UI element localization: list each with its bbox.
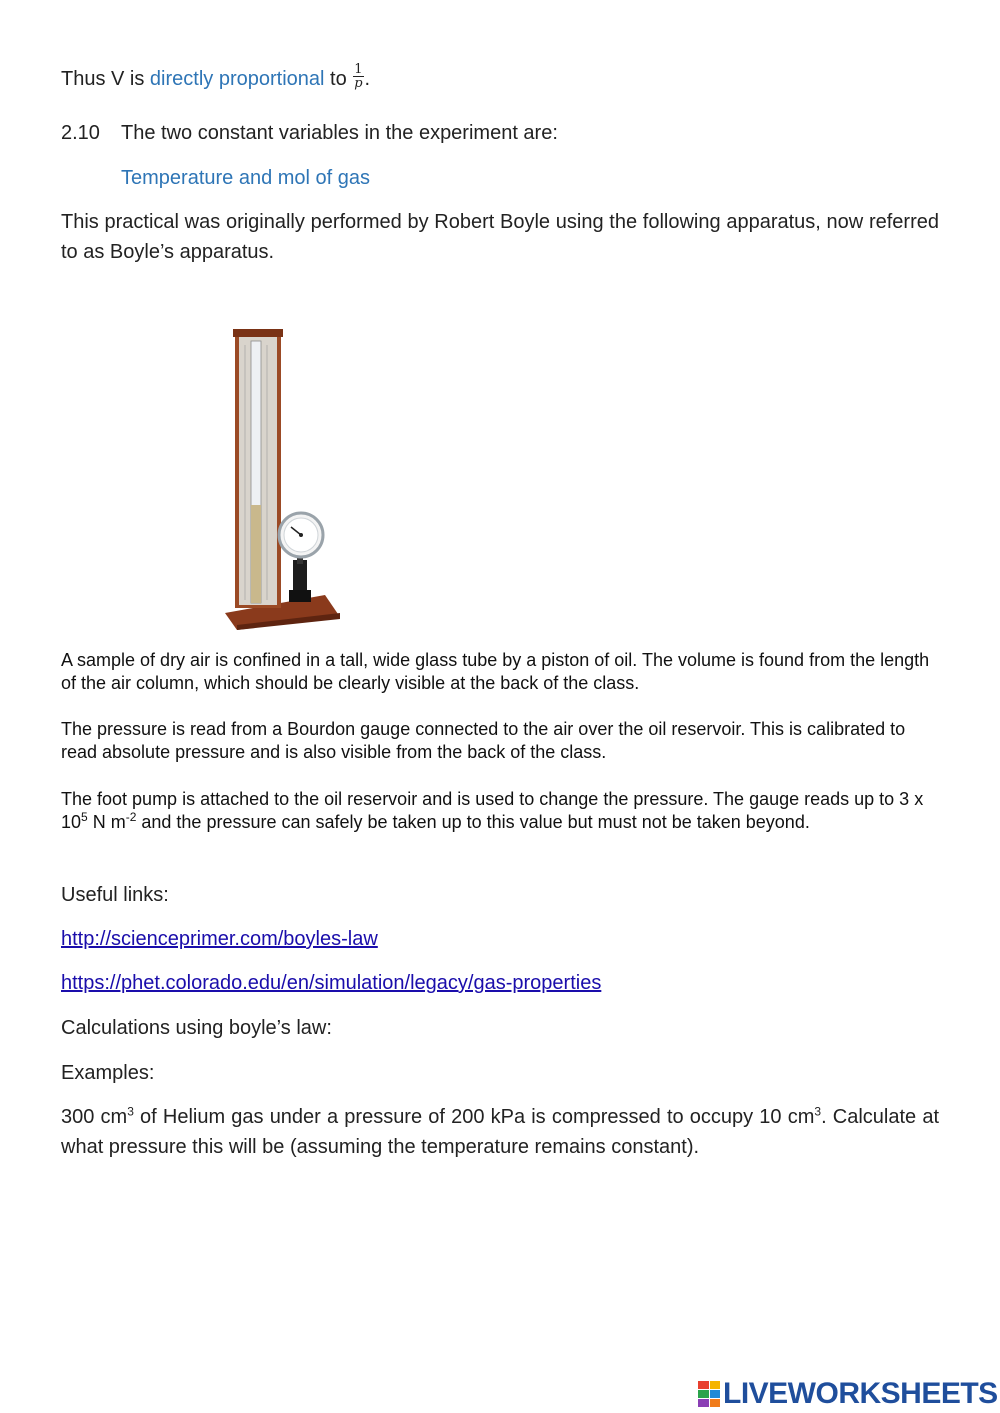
paragraph-pressure-gauge: The pressure is read from a Bourdon gauge connected to the air over the oil reservoir. This is calibrated to read absolute pressure and is also visible from the back of the class. [61, 719, 906, 762]
foot-pump-text-b: N m [87, 812, 126, 832]
fraction-denominator: p [354, 76, 363, 92]
exponent-5: 5 [81, 810, 88, 824]
paragraph-air-sample: A sample of dry air is confined in a tall, wide glass tube by a piston of oil. The volume is found from the length of the air column, which should be clearly visible at the back of the class. [61, 650, 930, 693]
answer-directly-proportional: directly proportional [149, 68, 325, 90]
intro-paragraph: This practical was originally performed by Robert Boyle using the following apparatus, now referred to as Boyle’s apparatus. [61, 211, 939, 263]
example-text-b: of Helium gas under a pressure of 200 kPa is compressed to occupy 10 cm [133, 1106, 815, 1128]
liveworksheets-logo-icon [698, 1381, 720, 1407]
question-2-10 [61, 118, 558, 148]
useful-links-heading: Useful links: [61, 884, 169, 906]
foot-pump-text-a: The foot pump is attached to the oil reservoir and is used to change the pressure. The gauge reads up to 3 x 10 [61, 789, 924, 832]
paragraph-foot-pump [61, 788, 941, 834]
link-scienceprimer[interactable]: http://scienceprimer.com/boyles-law [61, 928, 378, 950]
question-number: 2.10 [61, 122, 100, 144]
link-phet-gas-properties[interactable]: https://phet.colorado.edu/en/simulation/legacy/gas-properties [61, 972, 602, 994]
statement-prefix: Thus V is [61, 68, 150, 90]
proportionality-statement [61, 64, 370, 94]
example-exponent-2: 3 [814, 1104, 822, 1119]
statement-suffix: . [364, 68, 371, 90]
liveworksheets-brand: LIVEWORKSHEETS [723, 1377, 998, 1410]
example-problem [61, 1102, 939, 1162]
question-2-10-answer: Temperature and mol of gas [121, 167, 371, 189]
link-row-2 [61, 968, 601, 998]
link-row-1 [61, 924, 378, 954]
exponent-minus-2: -2 [125, 810, 137, 824]
examples-heading: Examples: [61, 1062, 155, 1084]
statement-mid: to [324, 68, 353, 90]
fraction-one-over-p [353, 63, 363, 90]
calculations-heading: Calculations using boyle’s law: [61, 1017, 332, 1039]
boyles-apparatus-image [215, 325, 345, 630]
example-exponent-1: 3 [127, 1104, 134, 1119]
example-text-c: . Calculate at what pressure this will be (assuming the temperature remains constant). [61, 1106, 939, 1158]
fraction-numerator: 1 [354, 62, 363, 78]
liveworksheets-logo [698, 1379, 998, 1409]
foot-pump-text-c: and the pressure can safely be taken up to this value but must not be taken beyond. [136, 812, 810, 832]
question-text: The two constant variables in the experiment are: [121, 122, 558, 144]
example-text-a: 300 cm [61, 1106, 128, 1128]
